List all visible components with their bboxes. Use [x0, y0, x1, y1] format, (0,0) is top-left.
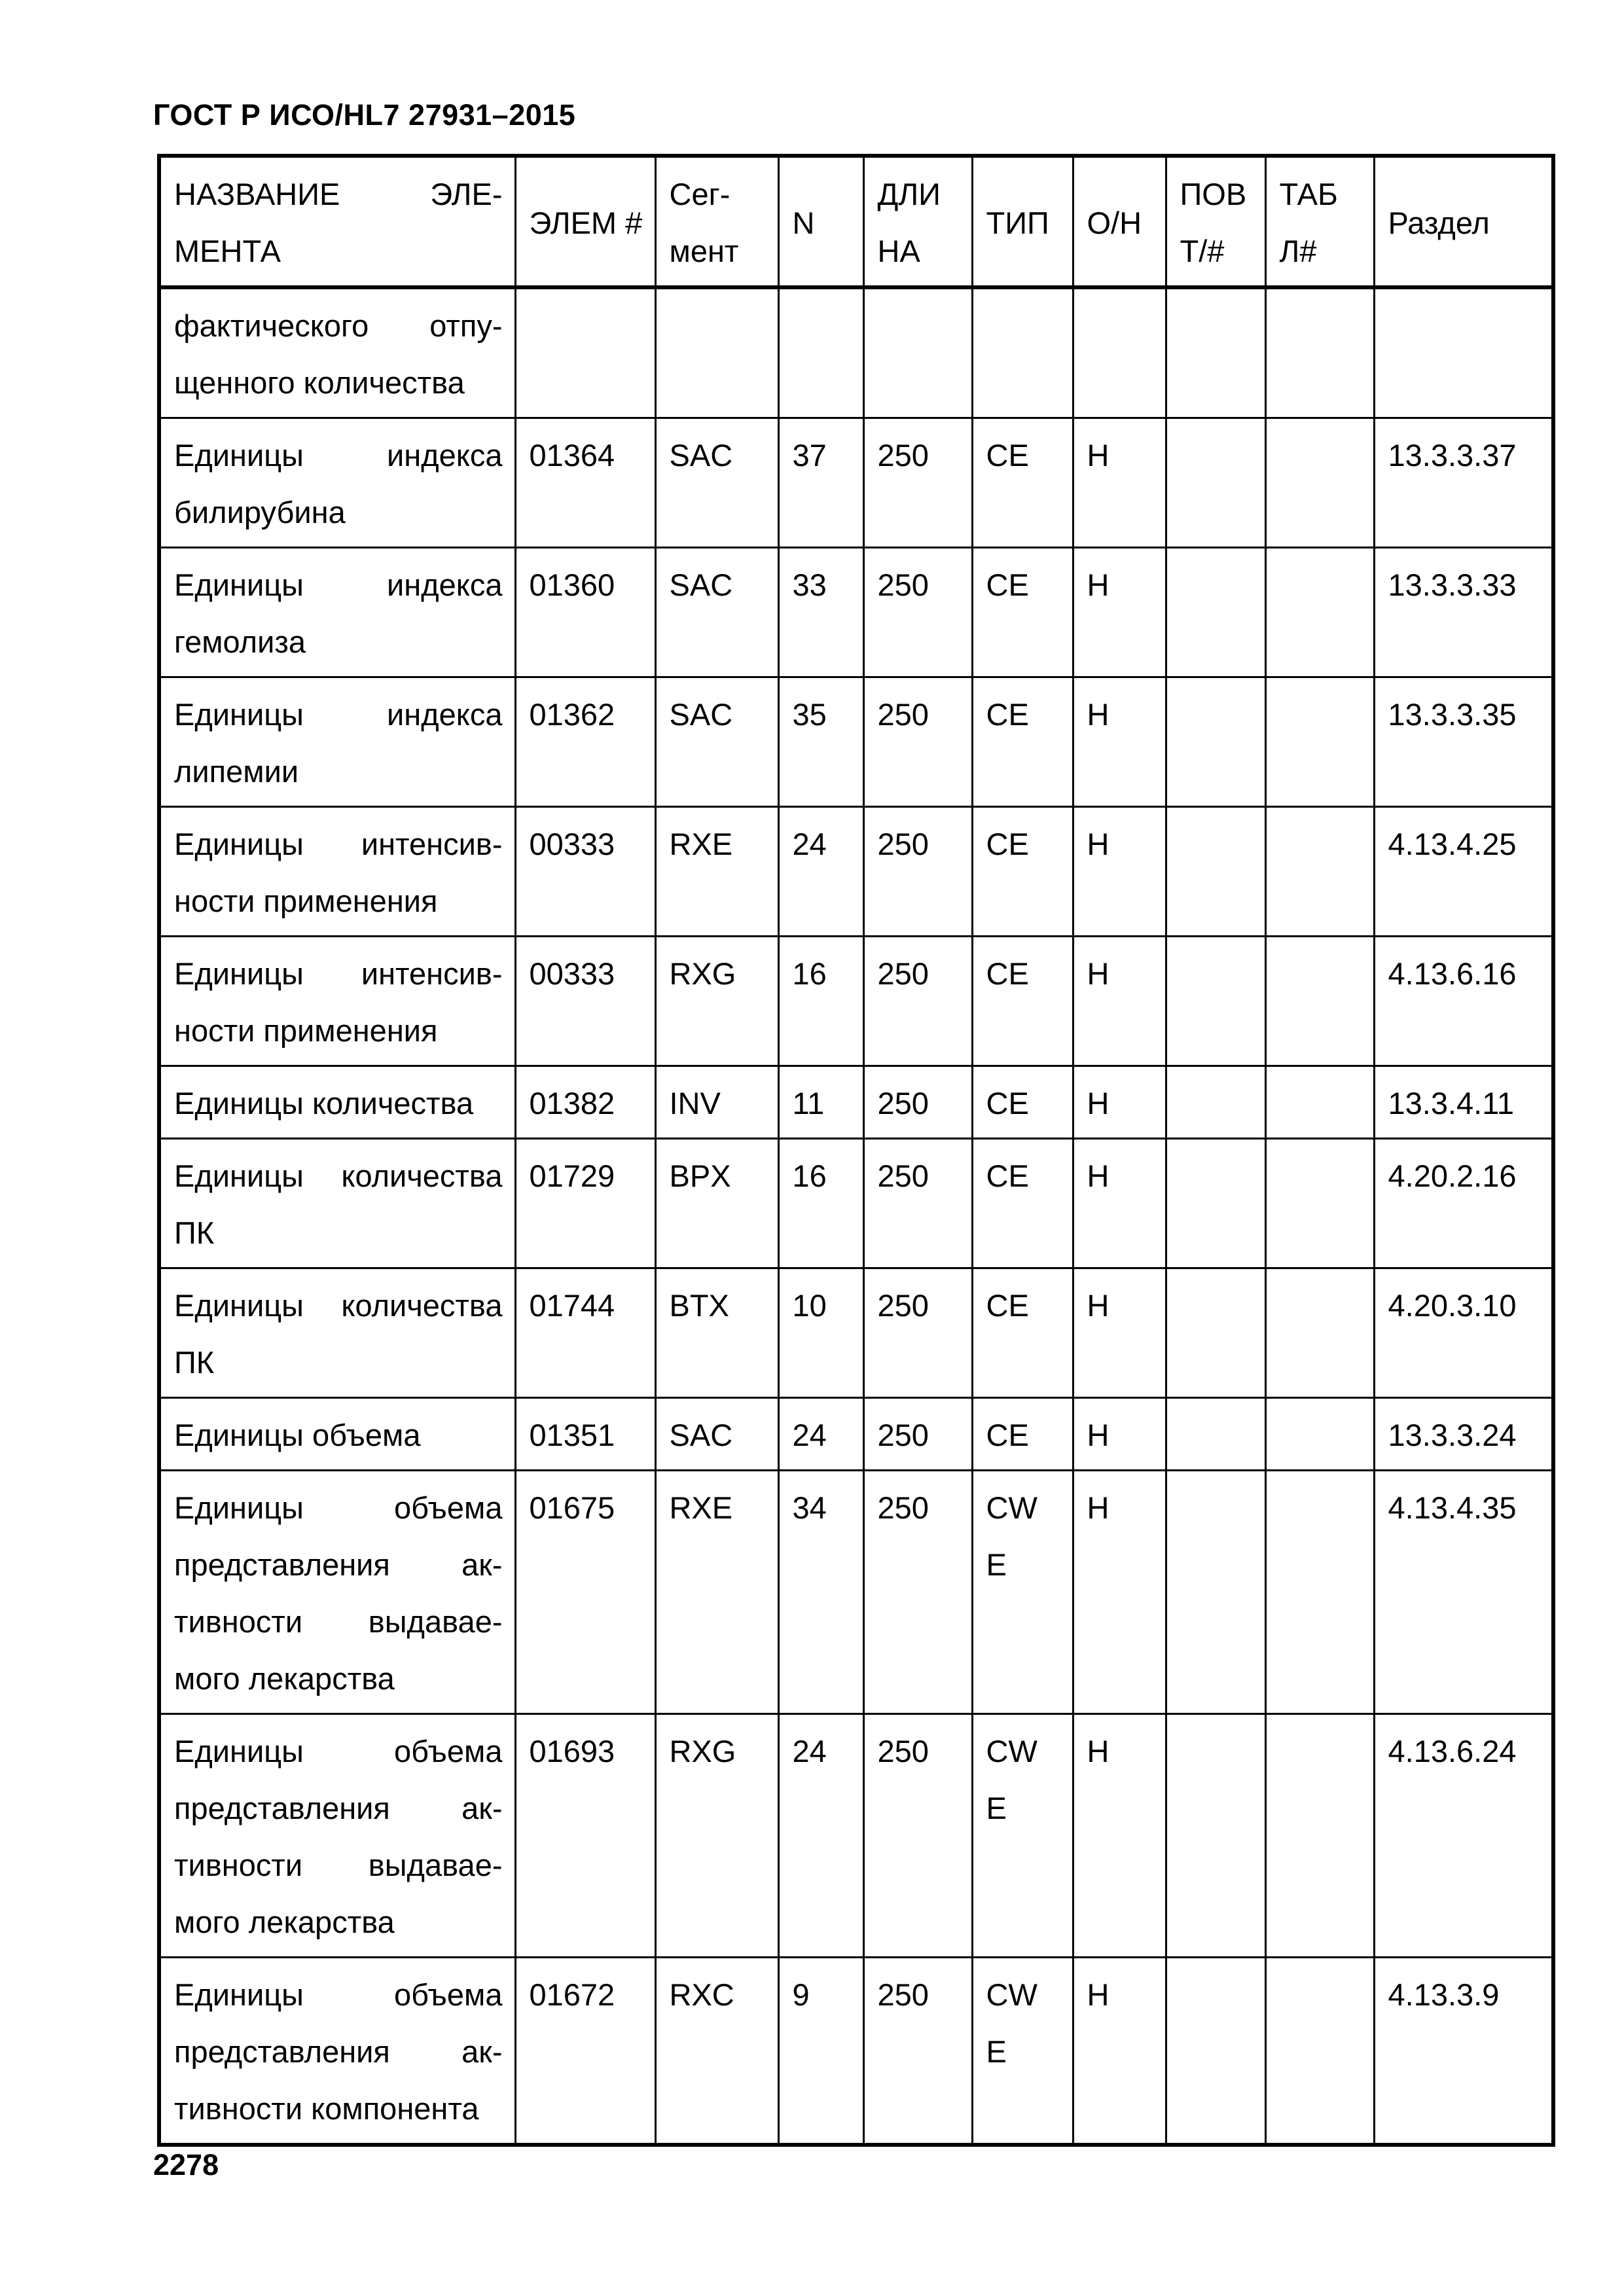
table-row [159, 548, 1553, 677]
cell-tbl [1265, 287, 1374, 418]
cell-tbl [1265, 1714, 1374, 1958]
cell-section: 4.13.4.25 [1374, 807, 1553, 937]
cell-type: CE [972, 937, 1073, 1066]
cell-segment: RXG [655, 1714, 778, 1958]
cell-section: 4.20.3.10 [1374, 1268, 1553, 1398]
cell-rep [1166, 1471, 1265, 1714]
table-row [159, 1958, 1553, 2145]
cell-segment: INV [655, 1066, 778, 1139]
page-number: 2278 [153, 2148, 219, 2181]
table-row [159, 1139, 1553, 1268]
cell-name: Единицы количества [159, 1066, 515, 1139]
cell-n: 24 [778, 1398, 863, 1471]
cell-section: 4.13.6.16 [1374, 937, 1553, 1066]
cell-opt: Н [1073, 1958, 1166, 2145]
cell-type: CE [972, 1268, 1073, 1398]
cell-segment: RXG [655, 937, 778, 1066]
table-row [159, 937, 1553, 1066]
cell-length: 250 [863, 1714, 972, 1958]
cell-length: 250 [863, 807, 972, 937]
cell-name: Единицы объема представления ак-тивности компонента [159, 1958, 515, 2145]
cell-rep [1166, 1398, 1265, 1471]
cell-elem: 01744 [515, 1268, 655, 1398]
cell-rep [1166, 1066, 1265, 1139]
cell-length: 250 [863, 548, 972, 677]
cell-rep [1166, 1714, 1265, 1958]
header-name: НАЗВАНИЕ ЭЛЕ-МЕНТА [159, 156, 515, 287]
cell-rep [1166, 937, 1265, 1066]
cell-type: CE [972, 807, 1073, 937]
cell-tbl [1265, 548, 1374, 677]
data-elements-table [157, 154, 1555, 2147]
cell-length: 250 [863, 1398, 972, 1471]
table-row [159, 807, 1553, 937]
cell-type: CE [972, 1066, 1073, 1139]
cell-length: 250 [863, 1958, 972, 2145]
cell-length: 250 [863, 418, 972, 548]
cell-length [863, 287, 972, 418]
cell-n: 24 [778, 807, 863, 937]
cell-section: 13.3.4.11 [1374, 1066, 1553, 1139]
table-header-row [159, 156, 1553, 287]
cell-tbl [1265, 937, 1374, 1066]
cell-name: Единицы объема [159, 1398, 515, 1471]
cell-name: Единицы интенсив-ности применения [159, 807, 515, 937]
cell-segment: RXE [655, 1471, 778, 1714]
cell-n: 16 [778, 937, 863, 1066]
cell-type [972, 287, 1073, 418]
cell-elem: 00333 [515, 807, 655, 937]
cell-tbl [1265, 1398, 1374, 1471]
cell-rep [1166, 548, 1265, 677]
cell-rep [1166, 1958, 1265, 2145]
cell-elem: 01360 [515, 548, 655, 677]
cell-type: CE [972, 1398, 1073, 1471]
table-row [159, 287, 1553, 418]
cell-type: CW E [972, 1714, 1073, 1958]
cell-section: 13.3.3.33 [1374, 548, 1553, 677]
cell-tbl [1265, 418, 1374, 548]
cell-type: CW E [972, 1471, 1073, 1714]
cell-segment: SAC [655, 1398, 778, 1471]
table-row [159, 1398, 1553, 1471]
cell-opt: Н [1073, 807, 1166, 937]
header-segment: Сег-мент [655, 156, 778, 287]
table-row [159, 1714, 1553, 1958]
table-row [159, 1268, 1553, 1398]
cell-n [778, 287, 863, 418]
header-type: ТИП [972, 156, 1073, 287]
header-n: N [778, 156, 863, 287]
cell-length: 250 [863, 1139, 972, 1268]
cell-n: 35 [778, 677, 863, 807]
table-row [159, 677, 1553, 807]
cell-name: Единицы объема представления ак-тивности выдавае-мого лекарства [159, 1471, 515, 1714]
cell-length: 250 [863, 1268, 972, 1398]
cell-elem: 00333 [515, 937, 655, 1066]
cell-section: 4.13.4.35 [1374, 1471, 1553, 1714]
cell-tbl [1265, 807, 1374, 937]
cell-section: 13.3.3.24 [1374, 1398, 1553, 1471]
cell-name: Единицы количества ПК [159, 1268, 515, 1398]
cell-opt: Н [1073, 1139, 1166, 1268]
cell-type: CE [972, 418, 1073, 548]
cell-rep [1166, 1268, 1265, 1398]
cell-opt: Н [1073, 548, 1166, 677]
header-elem: ЭЛЕМ # [515, 156, 655, 287]
cell-n: 11 [778, 1066, 863, 1139]
cell-opt: Н [1073, 1268, 1166, 1398]
cell-opt [1073, 287, 1166, 418]
header-length: ДЛИ НА [863, 156, 972, 287]
cell-segment: SAC [655, 677, 778, 807]
cell-n: 24 [778, 1714, 863, 1958]
cell-opt: Н [1073, 418, 1166, 548]
cell-name: Единицы объема представления ак-тивности выдавае-мого лекарства [159, 1714, 515, 1958]
cell-n: 37 [778, 418, 863, 548]
cell-type: CW E [972, 1958, 1073, 2145]
cell-segment: RXE [655, 807, 778, 937]
cell-tbl [1265, 1066, 1374, 1139]
cell-elem: 01351 [515, 1398, 655, 1471]
cell-section: 13.3.3.35 [1374, 677, 1553, 807]
cell-section: 13.3.3.37 [1374, 418, 1553, 548]
header-tbl: ТАБ Л# [1265, 156, 1374, 287]
cell-opt: Н [1073, 1066, 1166, 1139]
cell-n: 9 [778, 1958, 863, 2145]
cell-n: 33 [778, 548, 863, 677]
cell-opt: Н [1073, 677, 1166, 807]
cell-name: Единицы индекса билирубина [159, 418, 515, 548]
table-row [159, 1471, 1553, 1714]
cell-section: 4.13.6.24 [1374, 1714, 1553, 1958]
cell-segment: RXC [655, 1958, 778, 2145]
cell-n: 10 [778, 1268, 863, 1398]
cell-tbl [1265, 1471, 1374, 1714]
cell-tbl [1265, 677, 1374, 807]
cell-rep [1166, 677, 1265, 807]
cell-length: 250 [863, 1066, 972, 1139]
cell-name: Единицы индекса гемолиза [159, 548, 515, 677]
cell-rep [1166, 807, 1265, 937]
cell-section: 4.20.2.16 [1374, 1139, 1553, 1268]
cell-segment: BTX [655, 1268, 778, 1398]
cell-rep [1166, 287, 1265, 418]
cell-tbl [1265, 1268, 1374, 1398]
cell-opt: Н [1073, 1714, 1166, 1958]
cell-tbl [1265, 1958, 1374, 2145]
cell-section [1374, 287, 1553, 418]
cell-elem: 01675 [515, 1471, 655, 1714]
header-section: Раздел [1374, 156, 1553, 287]
cell-type: CE [972, 677, 1073, 807]
cell-length: 250 [863, 677, 972, 807]
cell-n: 16 [778, 1139, 863, 1268]
cell-elem: 01364 [515, 418, 655, 548]
cell-tbl [1265, 1139, 1374, 1268]
cell-elem: 01693 [515, 1714, 655, 1958]
cell-name: Единицы индекса липемии [159, 677, 515, 807]
cell-n: 34 [778, 1471, 863, 1714]
cell-elem: 01672 [515, 1958, 655, 2145]
cell-elem [515, 287, 655, 418]
document-header: ГОСТ Р ИСО/HL7 27931–2015 [153, 98, 576, 132]
cell-segment: BPX [655, 1139, 778, 1268]
cell-elem: 01729 [515, 1139, 655, 1268]
cell-name: Единицы интенсив-ности применения [159, 937, 515, 1066]
header-rep: ПОВ Т/# [1166, 156, 1265, 287]
cell-length: 250 [863, 1471, 972, 1714]
cell-rep [1166, 1139, 1265, 1268]
cell-length: 250 [863, 937, 972, 1066]
cell-opt: Н [1073, 937, 1166, 1066]
cell-opt: Н [1073, 1398, 1166, 1471]
cell-opt: Н [1073, 1471, 1166, 1714]
table-row [159, 1066, 1553, 1139]
cell-segment [655, 287, 778, 418]
cell-type: CE [972, 1139, 1073, 1268]
header-opt: О/Н [1073, 156, 1166, 287]
cell-elem: 01382 [515, 1066, 655, 1139]
cell-type: CE [972, 548, 1073, 677]
cell-segment: SAC [655, 548, 778, 677]
cell-rep [1166, 418, 1265, 548]
cell-name: Единицы количества ПК [159, 1139, 515, 1268]
table-row [159, 418, 1553, 548]
cell-section: 4.13.3.9 [1374, 1958, 1553, 2145]
cell-segment: SAC [655, 418, 778, 548]
cell-name: фактического отпу-щенного количества [159, 287, 515, 418]
cell-elem: 01362 [515, 677, 655, 807]
